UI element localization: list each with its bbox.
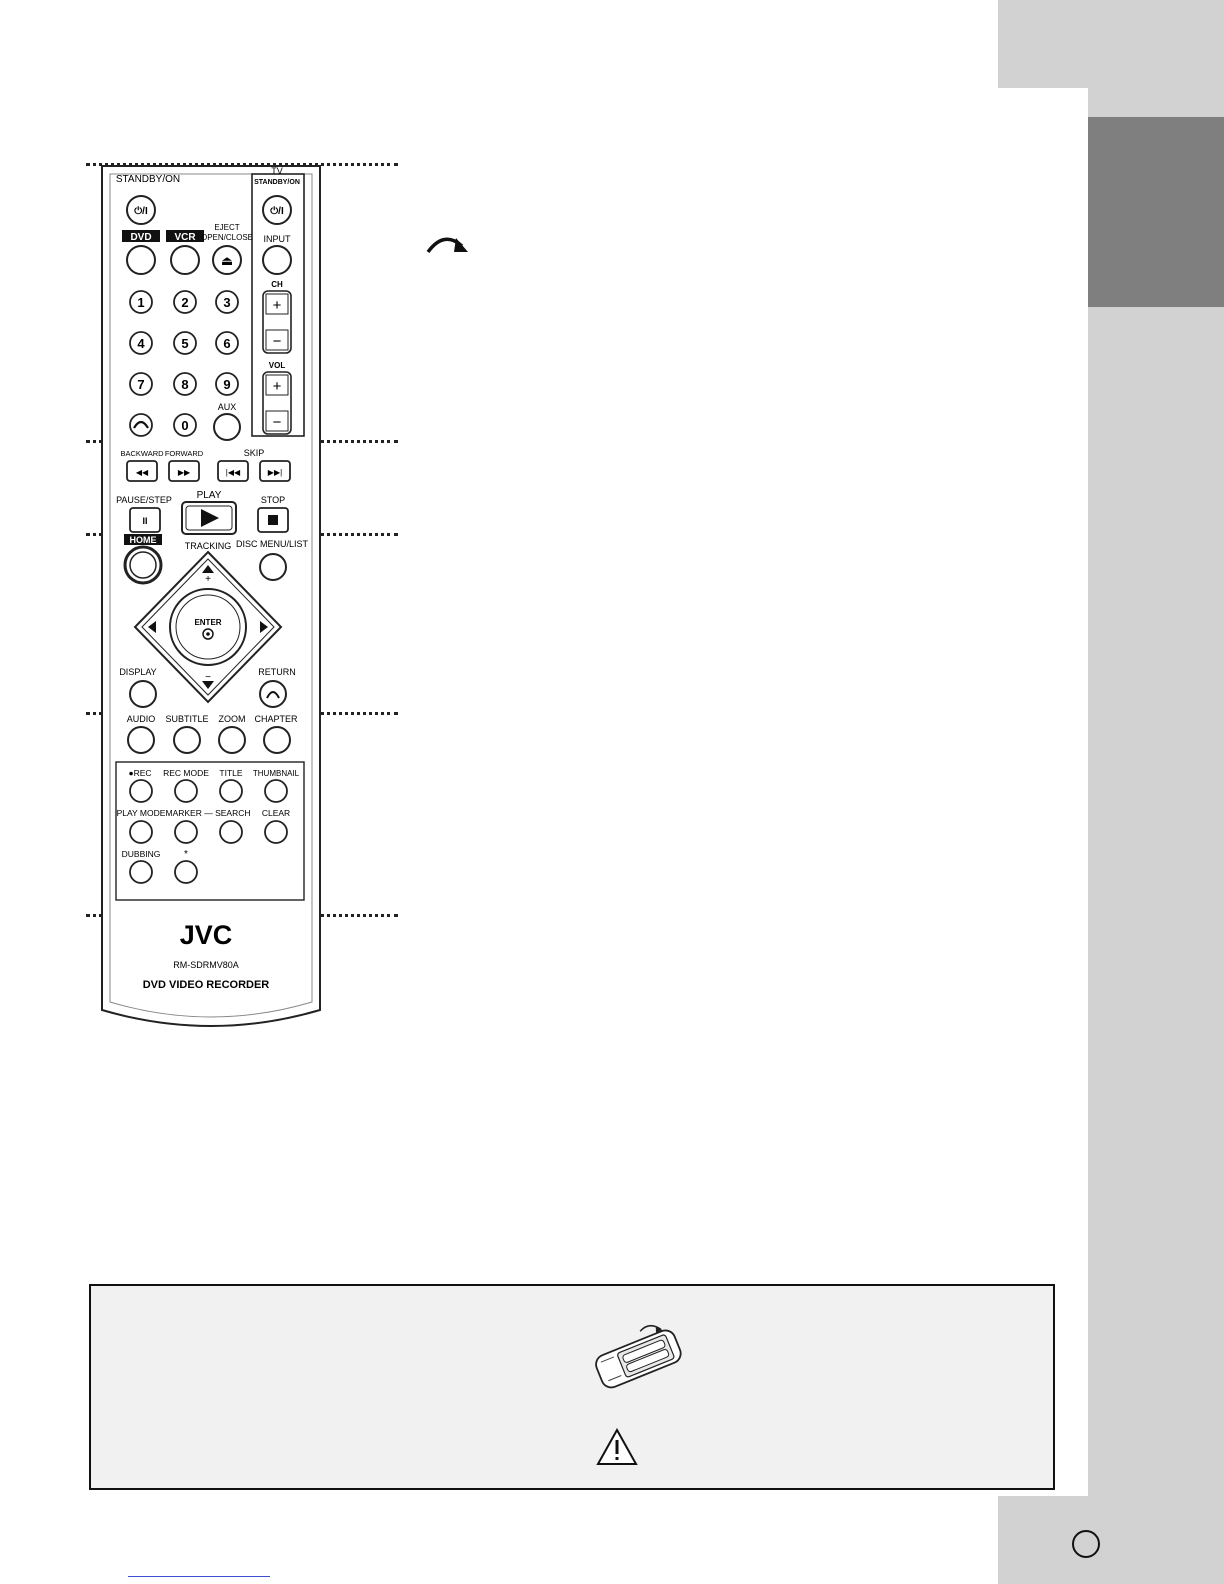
- ch-label: CH: [271, 280, 283, 289]
- subtitle-label: SUBTITLE: [165, 714, 209, 724]
- marker-button[interactable]: [175, 821, 197, 843]
- search-button[interactable]: [220, 821, 242, 843]
- number-button-3[interactable]: [216, 291, 238, 313]
- vol-label: VOL: [268, 361, 286, 370]
- play-mode-button[interactable]: [130, 821, 152, 843]
- clear-label: CLEAR: [261, 808, 291, 818]
- rec-label: ●REC: [128, 768, 152, 778]
- open-close-label: OPEN/CLOSE: [200, 233, 254, 242]
- play-button[interactable]: [182, 502, 236, 534]
- stop-icon: [268, 515, 278, 525]
- number-button-9[interactable]: [216, 373, 238, 395]
- zoom-button[interactable]: [219, 727, 245, 753]
- number-button-2[interactable]: [174, 291, 196, 313]
- aux-button[interactable]: [214, 414, 240, 440]
- number-button-5[interactable]: [174, 332, 196, 354]
- skip-back-button[interactable]: [130, 414, 152, 436]
- section-tab: [1088, 117, 1224, 307]
- thumbnail-label: THUMBNAIL: [252, 769, 300, 778]
- dvd-label: DVD: [130, 232, 152, 243]
- play-label: PLAY: [196, 490, 222, 501]
- standby-label: STANDBY/ON: [115, 174, 181, 185]
- clear-button[interactable]: [265, 821, 287, 843]
- rewind-icon: ◀◀: [135, 468, 149, 477]
- vcr-label: VCR: [174, 232, 196, 243]
- star-button[interactable]: [175, 861, 197, 883]
- return-label: RETURN: [258, 667, 296, 677]
- tracking-label: TRACKING: [184, 541, 232, 551]
- curved-arrow-icon: [424, 228, 474, 260]
- forward-label: FORWARD: [164, 449, 204, 458]
- dubbing-label: DUBBING: [121, 849, 161, 859]
- digit-6: 6: [223, 336, 231, 351]
- dubbing-button[interactable]: [130, 861, 152, 883]
- digit-4: 4: [137, 336, 145, 351]
- digit-9: 9: [223, 377, 231, 392]
- home-button[interactable]: [125, 547, 161, 583]
- display-button[interactable]: [130, 681, 156, 707]
- title-button[interactable]: [220, 780, 242, 802]
- subtitle-button[interactable]: [174, 727, 200, 753]
- digit-3: 3: [223, 295, 231, 310]
- power-icon: ⏻/I: [134, 206, 148, 217]
- ch-down-icon: −: [272, 333, 282, 350]
- standby-button[interactable]: [127, 196, 155, 224]
- digit-2: 2: [181, 295, 189, 310]
- backward-label: BACKWARD: [120, 449, 164, 458]
- sidebar-top-block: [998, 0, 1224, 88]
- title-label: TITLE: [219, 768, 243, 778]
- eject-label: EJECT: [214, 223, 240, 232]
- marker-search-label: MARKER — SEARCH: [165, 808, 251, 818]
- vcr-button[interactable]: [171, 246, 199, 274]
- skip-label: SKIP: [243, 448, 265, 458]
- audio-label: AUDIO: [126, 714, 156, 724]
- rec-button[interactable]: [130, 780, 152, 802]
- vol-up-icon: +: [272, 378, 282, 395]
- number-button-7[interactable]: [130, 373, 152, 395]
- disc-menu-list-button[interactable]: [260, 554, 286, 580]
- return-button[interactable]: [260, 681, 286, 707]
- page-number-circle: [1072, 1530, 1100, 1558]
- home-label: HOME: [129, 535, 157, 545]
- brand-logo: JVC: [179, 920, 233, 950]
- backward-button[interactable]: [127, 461, 157, 481]
- warning-icon: [596, 1428, 638, 1466]
- play-mode-label: PLAY MODE: [116, 808, 166, 818]
- digit-7: 7: [137, 377, 145, 392]
- tv-standby-label: STANDBY/ON: [254, 179, 300, 186]
- vol-down-icon: −: [272, 414, 282, 431]
- digit-8: 8: [181, 377, 189, 392]
- pause-step-button[interactable]: [130, 508, 160, 532]
- skip-next-icon: ▶▶|: [267, 468, 283, 477]
- display-label: DISPLAY: [119, 667, 157, 677]
- number-button-1[interactable]: [130, 291, 152, 313]
- input-button[interactable]: [263, 246, 291, 274]
- digit-1: 1: [137, 295, 145, 310]
- tracking-plus: +: [205, 574, 211, 585]
- pause-icon: II: [142, 516, 148, 526]
- tv-standby-button[interactable]: [263, 196, 291, 224]
- product-name: DVD VIDEO RECORDER: [142, 979, 270, 991]
- tv-label: TV: [271, 166, 283, 176]
- skip-prev-button[interactable]: [218, 461, 248, 481]
- skip-next-button[interactable]: [260, 461, 290, 481]
- sidebar-block: [1088, 88, 1224, 1584]
- remote-battery-illustration: [590, 1320, 686, 1396]
- eject-button[interactable]: [213, 246, 241, 274]
- pause-step-label: PAUSE/STEP: [116, 495, 172, 505]
- chapter-button[interactable]: [264, 727, 290, 753]
- dvd-button[interactable]: [127, 246, 155, 274]
- stop-label: STOP: [260, 495, 286, 505]
- enter-label: ENTER: [194, 618, 222, 627]
- link-underline[interactable]: [128, 1576, 270, 1577]
- input-label: INPUT: [263, 234, 291, 244]
- tv-power-icon: ⏻/I: [270, 206, 284, 217]
- tracking-minus: −: [205, 672, 211, 683]
- zoom-label: ZOOM: [218, 714, 246, 724]
- forward-button[interactable]: [169, 461, 199, 481]
- fast-forward-icon: ▶▶: [177, 468, 191, 477]
- remote-control: [96, 160, 326, 1036]
- star-label: *: [184, 849, 188, 860]
- ch-up-icon: +: [272, 297, 282, 314]
- thumbnail-button[interactable]: [265, 780, 287, 802]
- rec-mode-button[interactable]: [175, 780, 197, 802]
- skip-prev-icon: |◀◀: [225, 468, 241, 477]
- aux-label: AUX: [217, 402, 237, 412]
- number-button-8[interactable]: [174, 373, 196, 395]
- model-number: RM-SDRMV80A: [173, 960, 239, 970]
- notice-box: [89, 1284, 1055, 1490]
- eject-icon: ⏏: [220, 253, 234, 268]
- digit-5: 5: [181, 336, 189, 351]
- rec-mode-label: REC MODE: [163, 768, 209, 778]
- vol-rocker[interactable]: [263, 372, 291, 434]
- number-button-0[interactable]: [174, 414, 196, 436]
- number-button-6[interactable]: [216, 332, 238, 354]
- chapter-label: CHAPTER: [254, 714, 298, 724]
- audio-button[interactable]: [128, 727, 154, 753]
- stop-button[interactable]: [258, 508, 288, 532]
- digit-0: 0: [181, 418, 189, 433]
- disc-menu-list-label: DISC MENU/LIST: [235, 539, 309, 549]
- ch-rocker[interactable]: [263, 291, 291, 353]
- number-button-4[interactable]: [130, 332, 152, 354]
